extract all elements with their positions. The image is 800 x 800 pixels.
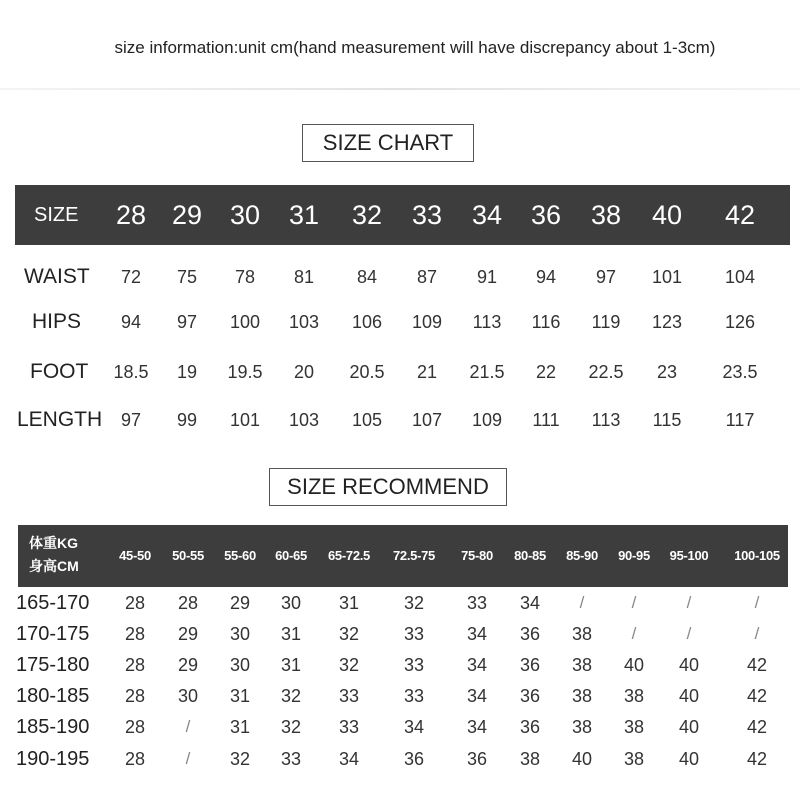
measurement-label: FOOT [30,360,89,383]
recommended-size: 32 [338,624,360,644]
recommended-size: 34 [403,717,425,737]
size-chart-row [0,262,800,292]
not-available-mark: / [631,593,637,612]
recommended-size: 31 [280,655,302,675]
recommended-size: 38 [623,717,645,737]
measurement-value: 23.5 [722,362,758,382]
size-column-header: 29 [171,200,203,230]
measurement-value: 113 [591,410,621,430]
measurement-value: 81 [293,267,315,287]
measurement-value: 84 [356,267,378,287]
measurement-value: 99 [176,410,198,430]
recommend-row [0,589,800,617]
recommended-size: 34 [338,749,360,769]
not-available-mark: / [686,593,692,612]
not-available-mark: / [631,624,637,643]
measurement-value: 105 [351,410,383,430]
not-available-mark: / [579,593,585,612]
measurement-value: 94 [535,267,557,287]
recommended-size: 42 [746,686,768,706]
measurement-value: 19 [176,362,198,382]
measurement-value: 21 [416,362,438,382]
measurement-value: 19.5 [227,362,263,382]
size-chart-row [0,357,800,387]
size-column-header: 33 [411,200,443,230]
recommended-size: 29 [177,624,199,644]
measurement-value: 20.5 [349,362,385,382]
measurement-value: 123 [651,312,683,332]
size-chart-row [0,307,800,337]
recommended-size: 33 [403,655,425,675]
recommended-size: 38 [571,624,593,644]
recommended-size: 28 [124,717,146,737]
not-available-mark: / [686,624,692,643]
measurement-note: size information:unit cm(hand measurement will have discrepancy about 1-3cm) [114,38,716,57]
size-chart-header [15,185,790,245]
measurement-value: 97 [595,267,617,287]
height-header-label: 身高CM [29,558,79,574]
recommended-size: 30 [229,655,251,675]
recommended-size: 36 [519,686,541,706]
measurement-value: 111 [532,410,560,430]
recommended-size: 34 [519,593,541,613]
recommended-size: 28 [124,624,146,644]
height-range-label: 185-190 [16,716,90,738]
size-column-header: 38 [590,200,622,230]
size-column-header: 34 [471,200,503,230]
measurement-value: 23 [656,362,678,382]
recommend-row [0,682,800,710]
measurement-value: 116 [531,312,561,332]
weight-column-header: 72.5-75 [393,548,435,563]
measurement-value: 18.5 [113,362,149,382]
measurement-value: 113 [472,312,502,332]
recommended-size: 42 [746,655,768,675]
recommended-size: 33 [403,686,425,706]
recommend-row [0,745,800,773]
recommended-size: 31 [338,593,360,613]
measurement-value: 101 [229,410,261,430]
recommended-size: 28 [124,593,146,613]
weight-column-header: 55-60 [224,548,256,563]
recommended-size: 40 [678,686,700,706]
size-column-header: 42 [724,200,756,230]
recommended-size: 36 [519,717,541,737]
size-column-header: 31 [288,200,320,230]
measurement-value: 97 [120,410,142,430]
size-header-label: SIZE [34,204,79,226]
recommended-size: 29 [177,655,199,675]
measurement-value: 103 [288,410,320,430]
size-column-header: 28 [115,200,147,230]
recommended-size: 30 [177,686,199,706]
measurement-value: 100 [229,312,261,332]
size-column-header: 30 [229,200,261,230]
recommended-size: 36 [466,749,488,769]
measurement-label: WAIST [24,265,90,288]
measurement-value: 103 [288,312,320,332]
measurement-value: 126 [724,312,756,332]
recommended-size: 32 [229,749,251,769]
measurement-value: 117 [725,410,755,430]
recommended-size: 36 [519,624,541,644]
measurement-value: 75 [176,267,198,287]
weight-column-header: 60-65 [275,548,307,563]
recommended-size: 38 [623,686,645,706]
measurement-value: 22 [535,362,557,382]
recommended-size: 42 [746,717,768,737]
recommend-row [0,713,800,741]
recommended-size: 38 [519,749,541,769]
recommended-size: 28 [177,593,199,613]
recommended-size: 34 [466,624,488,644]
divider [0,88,800,90]
recommended-size: 33 [338,686,360,706]
recommended-size: 30 [229,624,251,644]
recommended-size: 34 [466,717,488,737]
recommended-size: 28 [124,749,146,769]
recommend-header [18,525,788,587]
weight-column-header: 80-85 [514,548,546,563]
measurement-value: 91 [476,267,498,287]
recommended-size: 36 [519,655,541,675]
measurement-value: 94 [120,312,142,332]
recommended-size: 38 [571,717,593,737]
recommended-size: 32 [403,593,425,613]
height-range-label: 165-170 [16,592,90,614]
recommended-size: 40 [678,655,700,675]
measurement-label: HIPS [32,310,82,333]
recommended-size: 33 [338,717,360,737]
measurement-value: 101 [651,267,683,287]
weight-column-header: 65-72.5 [328,548,370,563]
size-chart-row [0,405,800,435]
recommended-size: 42 [746,749,768,769]
not-available-mark: / [754,593,760,612]
height-range-label: 175-180 [16,654,90,676]
measurement-value: 97 [176,312,198,332]
recommended-size: 28 [124,655,146,675]
measurement-value: 107 [411,410,443,430]
recommended-size: 32 [280,717,302,737]
measurement-value: 106 [351,312,383,332]
measurement-value: 104 [724,267,756,287]
measurement-value: 72 [120,267,142,287]
measurement-value: 78 [234,267,256,287]
not-available-mark: / [754,624,760,643]
weight-column-header: 100-105 [734,548,780,563]
recommended-size: 30 [280,593,302,613]
size-recommend-title: SIZE RECOMMEND [269,468,507,506]
recommended-size: 33 [466,593,488,613]
recommended-size: 38 [571,655,593,675]
recommended-size: 34 [466,655,488,675]
measurement-value: 115 [652,410,682,430]
height-range-label: 170-175 [16,623,90,645]
size-column-header: 32 [351,200,383,230]
recommended-size: 31 [229,686,251,706]
weight-column-header: 75-80 [461,548,493,563]
size-column-header: 40 [651,200,683,230]
recommended-size: 38 [571,686,593,706]
weight-column-header: 85-90 [566,548,598,563]
measurement-value: 109 [411,312,443,332]
measurement-value: 87 [416,267,438,287]
measurement-label: LENGTH [17,408,103,431]
recommended-size: 40 [678,749,700,769]
measurement-value: 119 [591,312,621,332]
measurement-value: 22.5 [588,362,624,382]
recommended-size: 38 [623,749,645,769]
recommend-row [0,620,800,648]
recommended-size: 40 [571,749,593,769]
weight-column-header: 90-95 [618,548,650,563]
recommended-size: 36 [403,749,425,769]
height-range-label: 180-185 [16,685,90,707]
recommended-size: 40 [623,655,645,675]
size-column-header: 36 [530,200,562,230]
not-available-mark: / [185,717,191,736]
recommended-size: 28 [124,686,146,706]
recommended-size: 40 [678,717,700,737]
recommended-size: 33 [280,749,302,769]
recommended-size: 31 [280,624,302,644]
size-chart-title: SIZE CHART [302,124,474,162]
height-range-label: 190-195 [16,748,90,770]
recommended-size: 31 [229,717,251,737]
weight-column-header: 95-100 [669,548,709,563]
recommended-size: 32 [338,655,360,675]
recommended-size: 29 [229,593,251,613]
weight-header-label: 体重KG [29,535,78,551]
measurement-value: 20 [293,362,315,382]
measurement-value: 109 [471,410,503,430]
recommended-size: 34 [466,686,488,706]
recommend-row [0,651,800,679]
recommended-size: 32 [280,686,302,706]
weight-column-header: 50-55 [172,548,204,563]
not-available-mark: / [185,749,191,768]
measurement-value: 21.5 [469,362,505,382]
weight-column-header: 45-50 [119,548,151,563]
recommended-size: 33 [403,624,425,644]
